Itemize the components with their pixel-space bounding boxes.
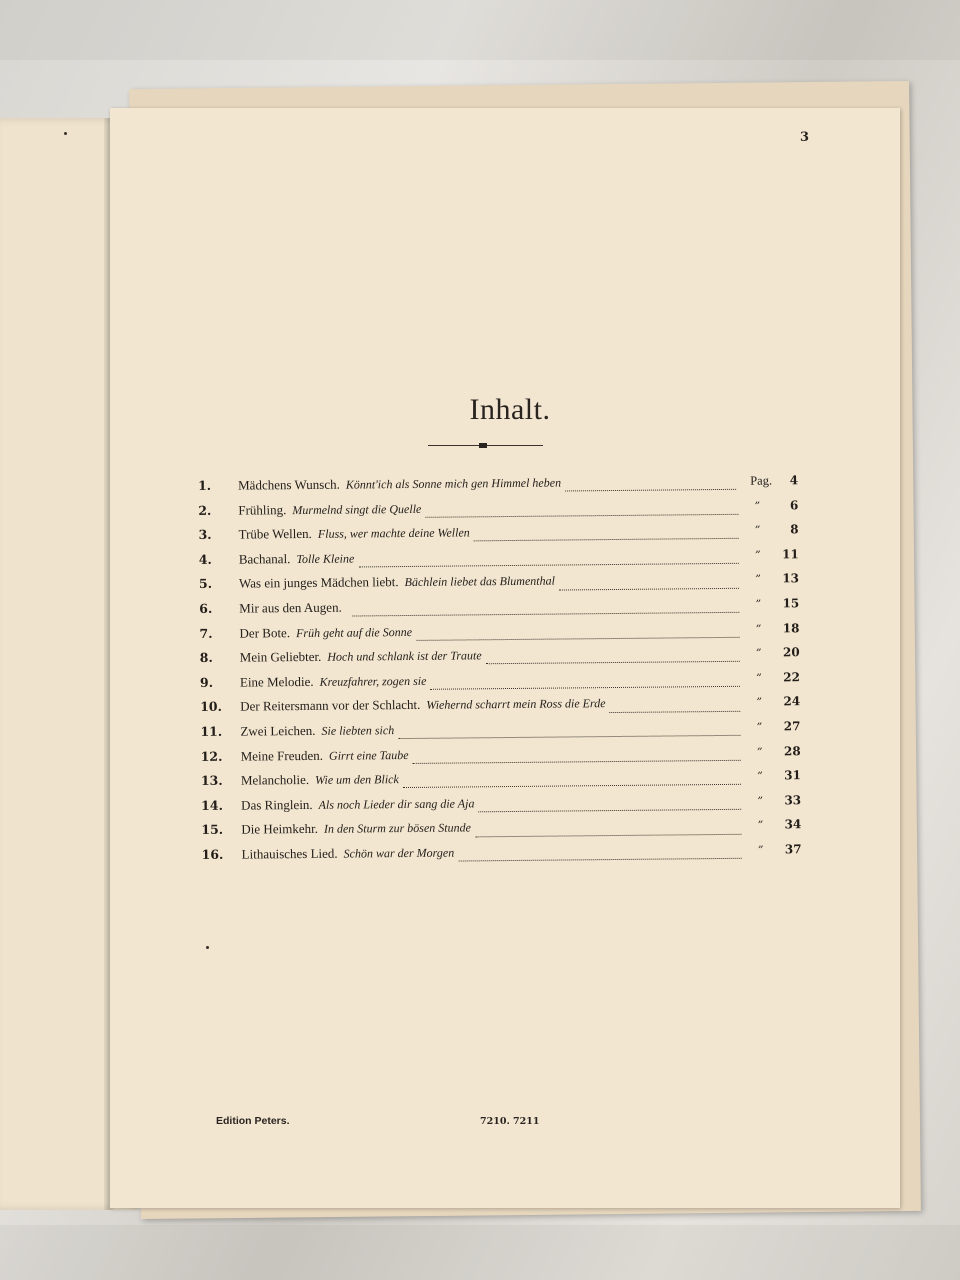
toc-entry-incipit: Früh geht auf die Sonne	[295, 624, 413, 640]
toc-entry-number: 3.	[198, 527, 212, 543]
ditto-mark: ”	[757, 843, 764, 857]
table-of-contents	[198, 472, 802, 871]
dot-leader	[610, 709, 741, 712]
ditto-mark: ”	[756, 720, 763, 734]
toc-entry-title: Trübe Wellen.	[238, 526, 312, 542]
toc-entry-incipit: Girrt eine Taube	[328, 747, 409, 763]
ditto-mark: ”	[757, 818, 764, 832]
toc-entry-title: Mädchens Wunsch.	[237, 476, 340, 493]
toc-entry-title: Zwei Leichen.	[240, 722, 316, 739]
ditto-mark: ”	[755, 646, 762, 660]
publisher-imprint: Edition Peters.	[216, 1115, 290, 1127]
page-mark	[206, 946, 209, 949]
toc-entry-number: 13.	[200, 772, 223, 789]
toc-entry-title: Das Ringlein.	[241, 796, 313, 813]
toc-entry-title: Frühling.	[238, 501, 287, 518]
toc-entry-incipit: Fluss, wer machte deine Wellen	[317, 525, 470, 542]
dot-leader	[425, 513, 738, 518]
toc-entry-incipit: Kreuzfahrer, zogen sie	[319, 673, 427, 689]
toc-entry-number: 11.	[200, 723, 223, 739]
toc-entry-page: 11	[781, 547, 799, 562]
dot-leader	[416, 636, 739, 641]
page-mark	[64, 132, 67, 135]
toc-entry-number: 7.	[199, 625, 213, 641]
toc-entry-incipit: Tolle Kleine	[296, 551, 355, 566]
toc-entry-incipit: Murmelnd singt die Quelle	[292, 501, 422, 517]
toc-entry-page: 13	[782, 571, 800, 586]
toc-entry-number: 16.	[201, 846, 224, 862]
ditto-mark: ”	[755, 572, 761, 587]
page-label: Pag.	[750, 473, 773, 488]
contents-page	[110, 108, 900, 1208]
toc-entry-number: 14.	[201, 797, 223, 813]
ditto-mark: ”	[755, 622, 762, 636]
toc-entry-page: 22	[783, 669, 801, 685]
toc-entry-title: Mein Geliebter.	[239, 648, 322, 665]
ditto-mark: ”	[754, 548, 761, 562]
ditto-mark: ”	[754, 499, 761, 513]
floor-plank	[0, 1225, 960, 1280]
toc-entry-page: 4	[789, 473, 799, 488]
toc-entry-incipit: Als noch Lieder dir sang die Aja	[318, 796, 475, 812]
toc-entry-page: 6	[789, 497, 799, 512]
floor-plank	[0, 0, 960, 60]
ditto-mark: ”	[754, 523, 761, 537]
page-title: Inhalt.	[469, 393, 551, 426]
dot-leader	[398, 734, 740, 739]
toc-entry-incipit: Bächlein liebet das Blumenthal	[404, 573, 555, 590]
toc-entry-number: 10.	[200, 699, 223, 715]
toc-entry-page: 8	[790, 522, 799, 537]
page-number: 3	[800, 130, 810, 145]
toc-entry-number: 1.	[198, 477, 212, 493]
ditto-mark: ”	[757, 769, 763, 783]
toc-entry-number: 12.	[200, 748, 223, 764]
toc-entry-title: Was ein junges Mädchen liebt.	[238, 574, 399, 591]
toc-entry-page: 27	[783, 719, 801, 734]
dot-leader	[486, 660, 740, 664]
toc-entry-page: 31	[784, 768, 801, 783]
toc-entry-page: 18	[782, 620, 800, 635]
toc-entry-number: 4.	[198, 551, 212, 567]
toc-entry-title: Eine Melodie.	[239, 673, 314, 690]
dot-leader	[430, 685, 740, 690]
ditto-mark: ”	[756, 671, 762, 685]
dot-leader	[458, 857, 741, 862]
toc-entry-title: Meine Freuden.	[240, 747, 324, 764]
dot-leader	[403, 783, 741, 788]
ditto-mark: ”	[756, 695, 763, 709]
toc-entry-page: 20	[782, 645, 800, 660]
dot-leader	[413, 759, 741, 764]
toc-entry-page: 34	[784, 817, 802, 832]
toc-entry-number: 5.	[198, 576, 213, 592]
ditto-mark: ”	[755, 597, 762, 611]
toc-entry-incipit: Hoch und schlank ist der Traute	[327, 648, 482, 664]
ditto-mark: ”	[757, 794, 763, 808]
toc-entry-title: Der Reitersmann vor der Schlacht.	[240, 697, 421, 714]
toc-entry-title: Der Bote.	[239, 624, 291, 641]
toc-entry-number: 8.	[199, 650, 213, 666]
toc-entry-title: Die Heimkehr.	[241, 821, 318, 837]
toc-entry-title: Melancholie.	[240, 772, 310, 788]
toc-entry-page: 33	[784, 792, 802, 808]
title-rule-ornament	[479, 443, 487, 448]
toc-entry-incipit: Wiehernd scharrt mein Ross die Erde	[426, 696, 606, 713]
toc-entry-number: 6.	[199, 600, 213, 616]
dot-leader	[559, 586, 739, 590]
toc-entry-incipit: Könnt'ich als Sonne mich gen Himmel heben	[345, 475, 562, 492]
ditto-mark: ”	[756, 745, 763, 759]
toc-entry-incipit: Schön war der Morgen	[343, 845, 455, 861]
toc-entry	[202, 841, 802, 871]
toc-entry-incipit: Wie um den Blick	[315, 772, 399, 788]
toc-entry-incipit: Sie liebten sich	[321, 723, 395, 738]
toc-entry-number: 9.	[199, 674, 214, 690]
dot-leader	[474, 537, 739, 542]
dot-leader	[565, 488, 736, 492]
toc-entry-title: Lithauisches Lied.	[241, 845, 338, 862]
toc-entry-number: 15.	[201, 822, 224, 838]
toc-entry-incipit: In den Sturm zur bösen Stunde	[323, 820, 471, 837]
toc-entry-page: 37	[784, 842, 802, 857]
toc-entry-page: 24	[783, 694, 801, 709]
toc-entry-title: Mir aus den Augen.	[239, 599, 342, 616]
dot-leader	[352, 611, 739, 617]
dot-leader	[478, 808, 741, 813]
dot-leader	[475, 832, 741, 837]
toc-entry-page: 15	[782, 596, 800, 611]
toc-entry-number: 2.	[198, 502, 212, 518]
toc-entry-page: 28	[783, 743, 801, 758]
plate-number: 7210. 7211	[480, 1116, 540, 1127]
dot-leader	[358, 562, 738, 568]
toc-entry-title: Bachanal.	[238, 550, 291, 567]
